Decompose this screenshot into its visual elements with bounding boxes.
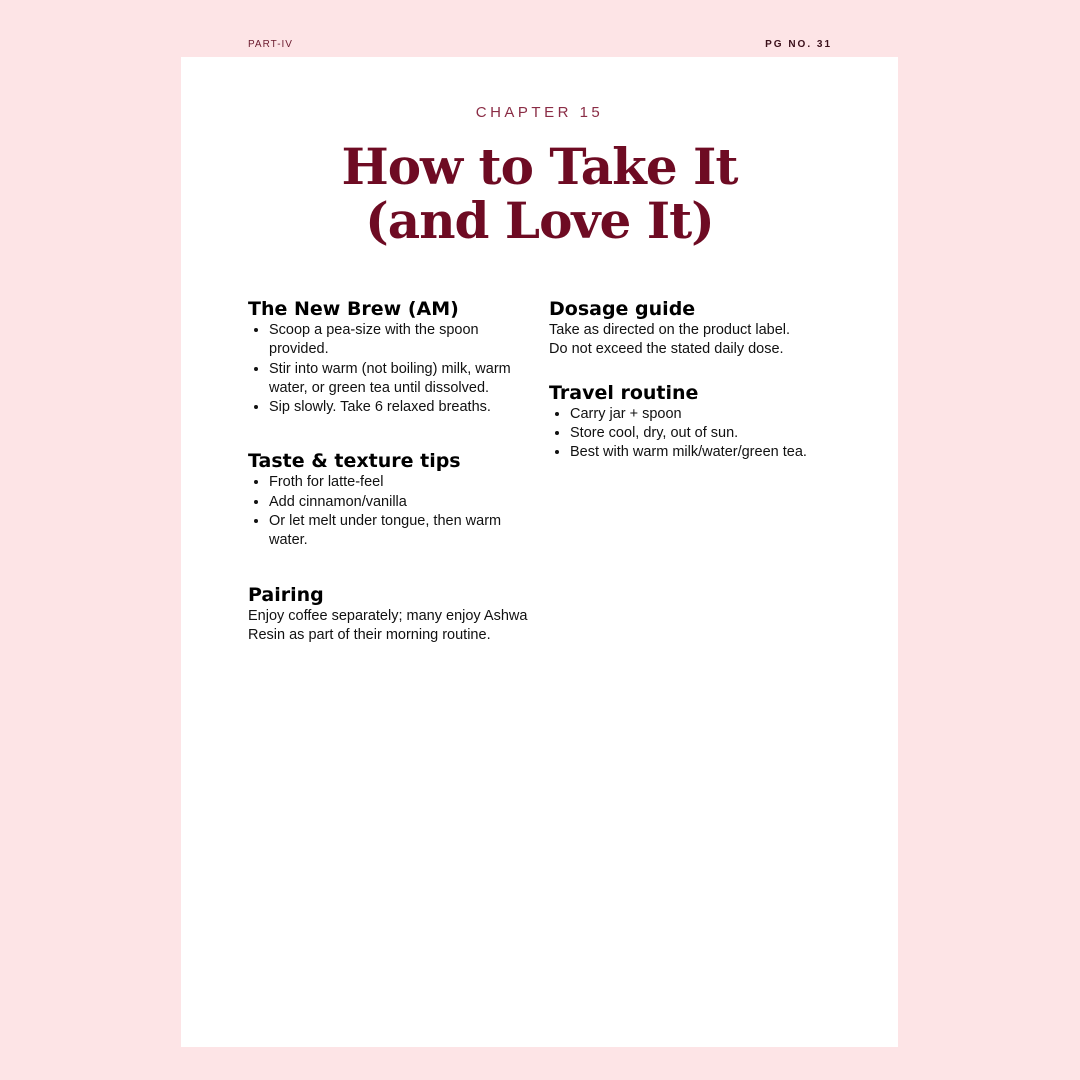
dosage-line-2: Do not exceed the stated daily dose. — [549, 341, 784, 358]
list-item: • Froth for latte-feel — [269, 473, 538, 492]
list-item: • Sip slowly. Take 6 relaxed breaths. — [269, 398, 538, 417]
list-item: • Add cinnamon/vanilla — [269, 493, 538, 512]
chapter-label: CHAPTER 15 — [475, 104, 604, 121]
chapter-title-line-2: (and Love It) — [365, 191, 714, 250]
section-heading: Taste & texture tips — [248, 450, 461, 473]
document-page — [181, 57, 898, 1047]
chapter-title-line-1: How to Take It — [341, 137, 738, 196]
part-label: PART-IV — [248, 39, 293, 50]
right-column — [549, 297, 839, 462]
section-heading: The New Brew (AM) — [248, 298, 459, 320]
section-heading: Pairing — [248, 583, 324, 606]
list-item: • Store cool, dry, out of sun. — [570, 424, 839, 443]
chapter-title — [181, 137, 898, 250]
section-taste-tips — [248, 449, 538, 550]
list-item: • Scoop a pea-size with the spoon provided. — [269, 321, 538, 360]
bullet-list — [248, 321, 538, 417]
section-new-brew — [248, 297, 538, 417]
section-body: Enjoy coffee separately; many enjoy Ashwa Resin as part of their morning routine. — [248, 607, 528, 643]
bullet-list — [248, 473, 538, 550]
page-number: PG NO. 31 — [765, 39, 832, 50]
section-heading: Dosage guide — [549, 298, 696, 320]
section-heading: Travel routine — [549, 381, 699, 404]
bullet-list — [549, 405, 839, 463]
section-dosage — [549, 297, 839, 360]
list-item: • Stir into warm (not boiling) milk, warm water, or green tea until dissolved. — [269, 360, 538, 399]
list-item: • Best with warm milk/water/green tea. — [570, 443, 839, 462]
section-body — [549, 321, 839, 360]
dosage-line-1: Take as directed on the product label. — [549, 322, 791, 338]
section-travel — [549, 381, 839, 463]
section-pairing — [248, 583, 538, 646]
left-column — [248, 297, 538, 645]
list-item: • Carry jar + spoon — [570, 405, 839, 424]
list-item: • Or let melt under tongue, then warm water. — [269, 512, 538, 551]
